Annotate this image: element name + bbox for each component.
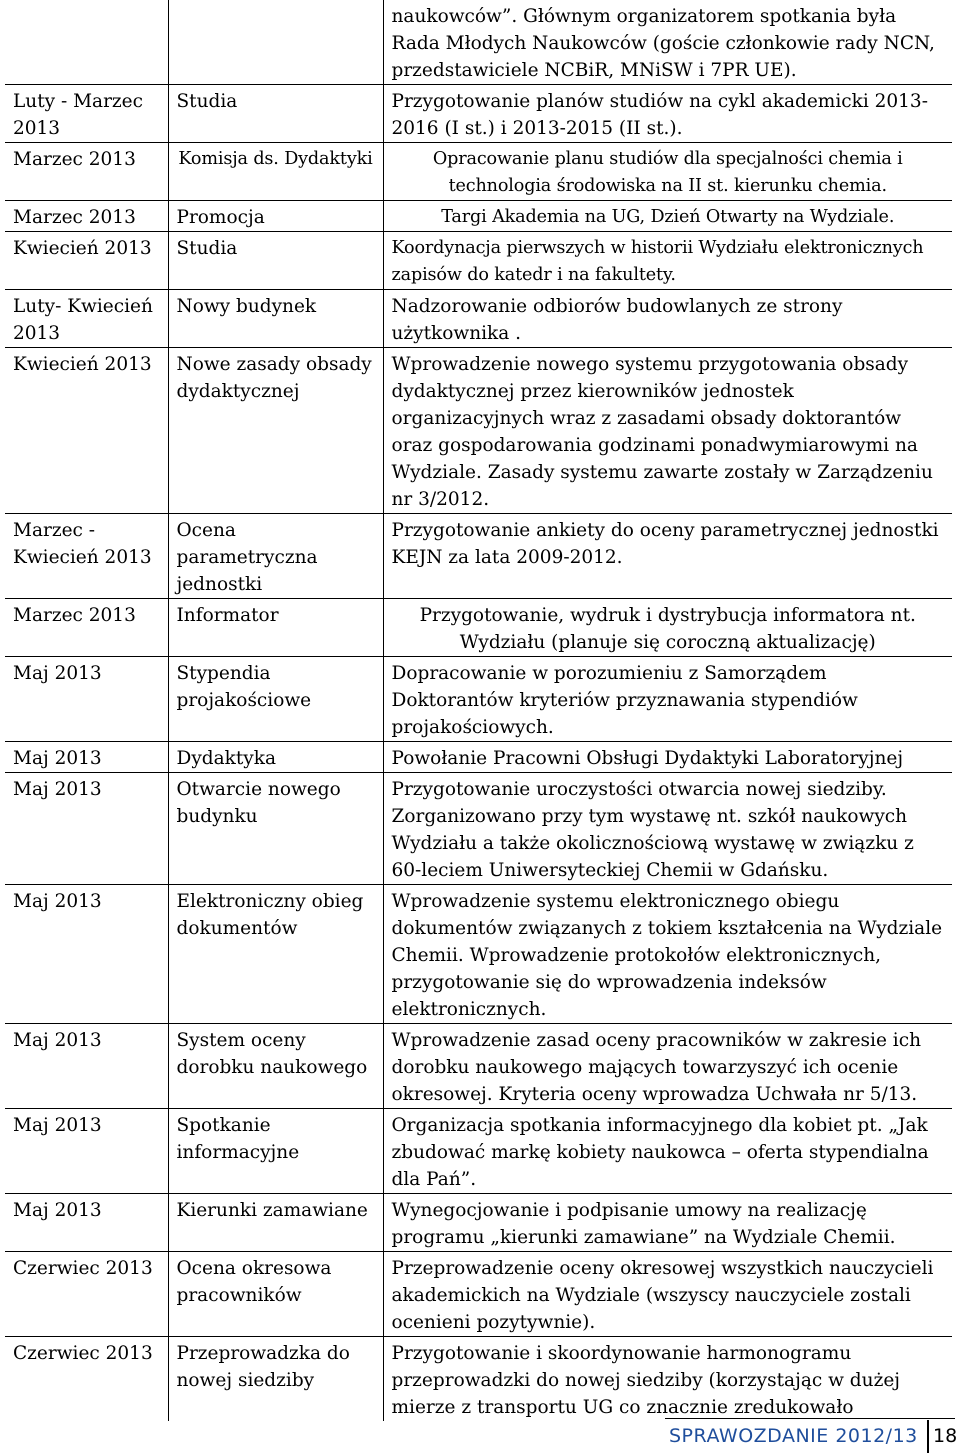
table-row [5,657,952,742]
row-description: Powołanie Pracowni Obsługi Dydaktyki Laboratoryjnej [383,742,952,773]
row-category: Kierunki zamawiane [168,1194,383,1252]
row-category: Spotkanie informacyjne [168,1109,383,1194]
row-category: Przeprowadzka do nowej siedziby [168,1337,383,1422]
row-description: Przygotowanie uroczystości otwarcia nowej siedziby. Zorganizowano przy tym wystawę nt. szkół naukowych Wydziału a także okolicznościową wystawę w związku z 60-leciem Uniwersyteckiej Chemii w Gdańsku. [383,773,952,885]
row-date [5,0,168,85]
row-category: Komisja ds. Dydaktyki [168,143,383,201]
row-description: Wynegocjowanie i podpisanie umowy na realizację programu „kierunki zamawiane” na Wydziale Chemii. [383,1194,952,1252]
row-date: Maj 2013 [5,657,168,742]
row-date: Marzec 2013 [5,143,168,201]
row-category: Ocena parametryczna jednostki [168,514,383,599]
table-row [5,1194,952,1252]
table-row [5,885,952,1024]
row-category [168,0,383,85]
report-title: SPRAWOZDANIE 2012/13 [669,1425,918,1447]
row-description: Nadzorowanie odbiorów budowlanych ze strony użytkownika . [383,290,952,348]
row-date: Marzec 2013 [5,201,168,232]
table-row [5,348,952,514]
row-date: Maj 2013 [5,773,168,885]
row-date: Maj 2013 [5,1194,168,1252]
row-date: Czerwiec 2013 [5,1337,168,1422]
table-row [5,1337,952,1422]
row-description: Wprowadzenie systemu elektronicznego obiegu dokumentów związanych z tokiem kształcenia na Wydziale Chemii. Wprowadzenie protokołów elektronicznych, przygotowanie się do wprowadzenia indeksów elektronicznych. [383,885,952,1024]
table-row [5,773,952,885]
row-date: Maj 2013 [5,742,168,773]
row-description: Przygotowanie, wydruk i dystrybucja informatora nt. Wydziału (planuje się coroczną aktualizację) [383,599,952,657]
row-description: Przygotowanie i skoordynowanie harmonogramu przeprowadzki do nowej siedziby (korzystając w dużej mierze z transportu UG co znacznie zredukowało [383,1337,952,1422]
row-category: Otwarcie nowego budynku [168,773,383,885]
row-category: Elektroniczny obieg dokumentów [168,885,383,1024]
row-category: Ocena okresowa pracowników [168,1252,383,1337]
table-row [5,85,952,143]
row-category: Studia [168,232,383,290]
row-date: Luty- Kwiecień 2013 [5,290,168,348]
row-date: Luty - Marzec 2013 [5,85,168,143]
row-description: Przygotowanie planów studiów na cykl akademicki 2013-2016 (I st.) i 2013-2015 (II st.). [383,85,952,143]
row-description: Koordynacja pierwszych w historii Wydziału elektronicznych zapisów do katedr i na fakultety. [383,232,952,290]
activity-table [5,0,952,1421]
row-description: Wprowadzenie nowego systemu przygotowania obsady dydaktycznej przez kierowników jednostek organizacyjnych wraz z zasadami obsady doktorantów oraz gospodarowania godzinami ponadwymiarowymi na Wydziale. Zasady systemu zawarte zostały w Zarządzeniu nr 3/2012. [383,348,952,514]
row-date: Czerwiec 2013 [5,1252,168,1337]
row-description: Opracowanie planu studiów dla specjalności chemia i technologia środowiska na II st. kierunku chemia. [383,143,952,201]
table-row [5,599,952,657]
page-number: 18 [933,1425,958,1447]
row-description: Targi Akademia na UG, Dzień Otwarty na Wydziale. [383,201,952,232]
table-row [5,290,952,348]
row-category: Nowe zasady obsady dydaktycznej [168,348,383,514]
row-category: Stypendia projakościowe [168,657,383,742]
table-row [5,1252,952,1337]
row-description: Organizacja spotkania informacyjnego dla kobiet pt. „Jak zbudować markę kobiety naukowca – oferta stypendialna dla Pań”. [383,1109,952,1194]
row-date: Kwiecień 2013 [5,348,168,514]
row-description: naukowców”. Głównym organizatorem spotkania była Rada Młodych Naukowców (goście członkowie rady NCN, przedstawiciele NCBiR, MNiSW i 7PR UE). [383,0,952,85]
row-description: Przeprowadzenie oceny okresowej wszystkich nauczycieli akademickich na Wydziale (wszyscy nauczyciele zostali ocenieni pozytywnie). [383,1252,952,1337]
row-description: Wprowadzenie zasad oceny pracowników w zakresie ich dorobku naukowego mających towarzyszyć ich ocenie okresowej. Kryteria oceny wprowadza Uchwała nr 5/13. [383,1024,952,1109]
row-date: Maj 2013 [5,1024,168,1109]
table-row [5,201,952,232]
row-category: Promocja [168,201,383,232]
table-row [5,514,952,599]
table-row [5,143,952,201]
footer-divider [927,1420,929,1453]
row-description: Dopracowanie w porozumieniu z Samorządem Doktorantów kryteriów przyznawania stypendiów projakościowych. [383,657,952,742]
row-date: Maj 2013 [5,885,168,1024]
row-category: Studia [168,85,383,143]
table-row [5,1109,952,1194]
row-category: Nowy budynek [168,290,383,348]
row-category: Dydaktyka [168,742,383,773]
table-row [5,1024,952,1109]
row-description: Przygotowanie ankiety do oceny parametrycznej jednostki KEJN za lata 2009-2012. [383,514,952,599]
row-category: Informator [168,599,383,657]
row-date: Marzec - Kwiecień 2013 [5,514,168,599]
table-row [5,742,952,773]
page-footer [665,1418,958,1452]
row-date: Maj 2013 [5,1109,168,1194]
row-date: Kwiecień 2013 [5,232,168,290]
table-row [5,0,952,85]
row-date: Marzec 2013 [5,599,168,657]
row-category: System oceny dorobku naukowego [168,1024,383,1109]
table-row [5,232,952,290]
